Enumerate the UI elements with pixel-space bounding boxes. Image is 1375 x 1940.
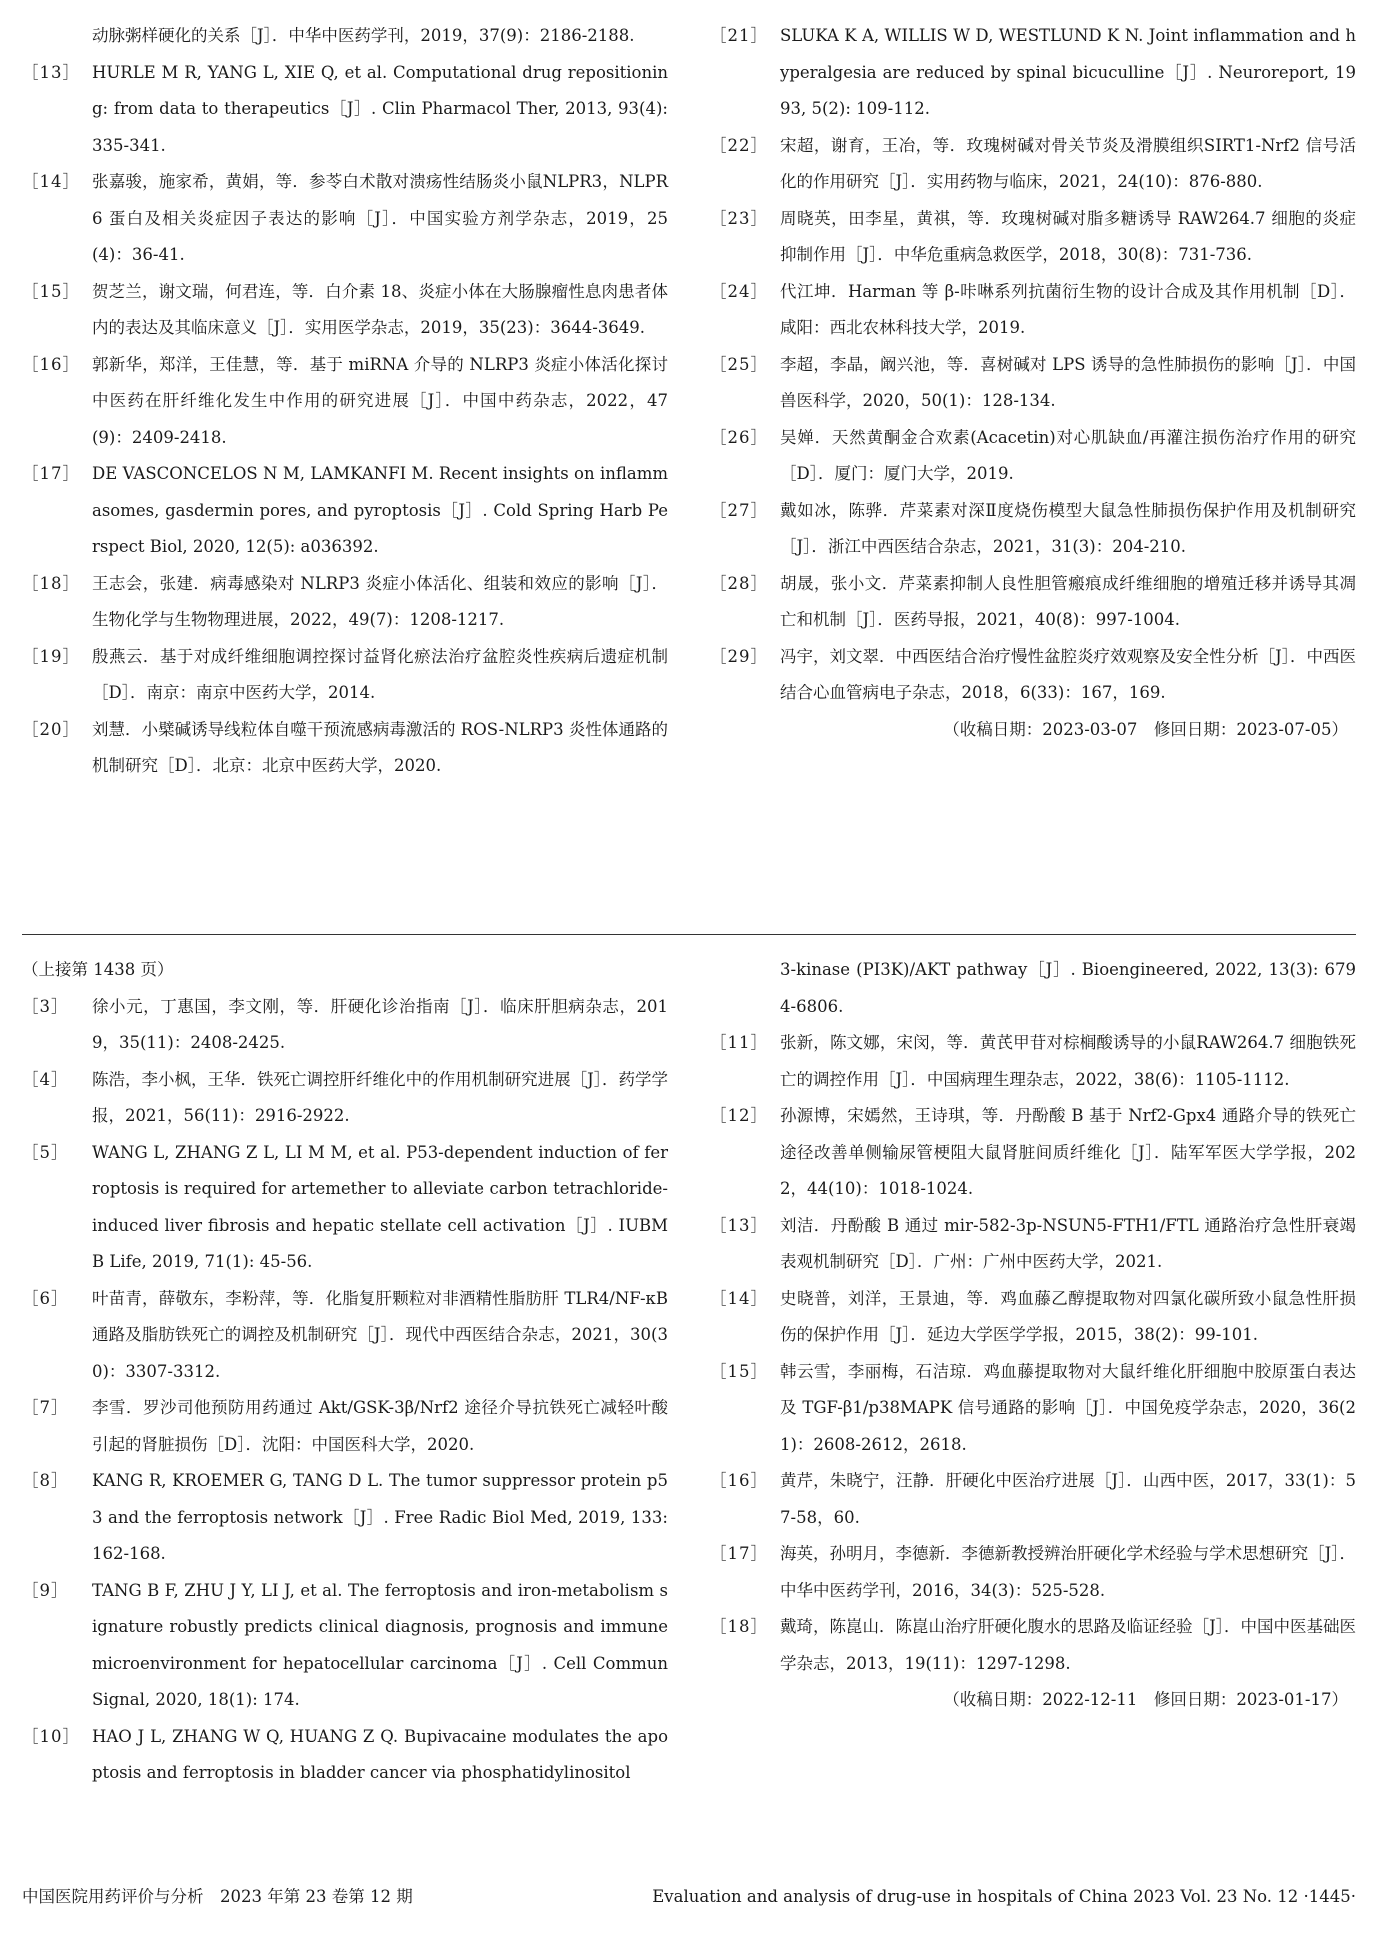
reference-text: 张新，陈文娜，宋闵，等．黄芪甲苷对棕榈酸诱导的小鼠RAW264.7 细胞铁死亡的调控作用［J］．中国病理生理杂志，2022，38(6)：1105-1112. — [780, 1033, 1356, 1089]
reference-15 — [710, 1354, 1356, 1464]
reference-number: ［28］ — [710, 573, 768, 593]
reference-22 — [710, 128, 1356, 201]
reference-number: ［22］ — [710, 135, 768, 155]
reference-number: ［26］ — [710, 427, 768, 447]
reference-17 — [22, 456, 668, 566]
reference-number: ［21］ — [710, 26, 768, 45]
reference-number: ［13］ — [22, 62, 80, 82]
reference-text: 冯宇，刘文翠．中西医结合治疗慢性盆腔炎疗效观察及安全性分析［J］．中西医结合心血管病电子杂志，2018，6(33)：167，169. — [780, 646, 1356, 702]
reference-11 — [710, 1025, 1356, 1098]
reference-17 — [710, 1536, 1356, 1609]
reference-26 — [710, 420, 1356, 493]
reference-4 — [22, 1062, 668, 1135]
reference-13 — [710, 1208, 1356, 1281]
reference-text: 海英，孙明月，李德新．李德新教授辨治肝硬化学术经验与学术思想研究［J］．中华中医药学刊，2016，34(3)：525-528. — [780, 1544, 1356, 1600]
reference-28 — [710, 566, 1356, 639]
reference-number: ［16］ — [710, 1471, 768, 1490]
reference-8 — [22, 1463, 668, 1573]
reference-18 — [710, 1609, 1356, 1682]
reference-text: 贺芝兰，谢文瑞，何君连，等．白介素 18、炎症小体在大肠腺瘤性息肉患者体内的表达及其临床意义［J］．实用医学杂志，2019，35(23)：3644-3649. — [92, 281, 668, 337]
reference-number: ［6］ — [22, 1288, 69, 1308]
reference-text: 戴琦，陈崑山．陈崑山治疗肝硬化腹水的思路及临证经验［J］．中国中医基础医学杂志，2013，19(11)：1297-1298. — [780, 1617, 1356, 1673]
reference-text: SLUKA K A, WILLIS W D, WESTLUND K N. Joint inflammation and hyperalgesia are reduced by spinal bicuculline［J］. Neuroreport, 1993, 5(2): 109-112. — [780, 26, 1356, 118]
reference-number: ［10］ — [22, 1726, 80, 1746]
reference-text: 郭新华，郑洋，王佳慧，等．基于 miRNA 介导的 NLRP3 炎症小体活化探讨中医药在肝纤维化发生中作用的研究进展［J］．中国中药杂志，2022，47(9)：2409-2418. — [92, 354, 668, 447]
reference-text: 戴如冰，陈骅．芹菜素对深Ⅱ度烧伤模型大鼠急性肺损伤保护作用及机制研究［J］．浙江中西医结合杂志，2021，31(3)：204-210. — [780, 500, 1356, 556]
reference-continuation — [22, 18, 668, 55]
references-top-left — [22, 18, 668, 785]
reference-text: 胡晟，张小文．芹菜素抑制人良性胆管瘢痕成纤维细胞的增殖迁移并诱导其凋亡和机制［J］．医药导报，2021，40(8)：997-1004. — [780, 573, 1356, 629]
reference-number: ［20］ — [22, 719, 80, 739]
reference-text: TANG B F, ZHU J Y, LI J, et al. The ferroptosis and iron-metabolism signature robustly predicts clinical diagnosis, prognosis and immune microenvironment for hepatocellular carcinoma［J］. Cell Commun Signal, 2020, 18(1): 174. — [92, 1580, 668, 1709]
reference-number: ［19］ — [22, 646, 80, 666]
reference-text: 张嘉骏，施家希，黄娟，等．参苓白术散对溃疡性结肠炎小鼠NLPR3，NLPR6 蛋白及相关炎症因子表达的影响［J］．中国实验方剂学杂志，2019，25(4)：36-41. — [92, 172, 668, 264]
reference-text: 殷燕云．基于对成纤维细胞调控探讨益肾化瘀法治疗盆腔炎性疾病后遗症机制［D］．南京：南京中医药大学，2014. — [92, 646, 668, 702]
reference-number: ［27］ — [710, 500, 768, 520]
reference-text: 周晓英，田李星，黄祺，等．玫瑰树碱对脂多糖诱导 RAW264.7 细胞的炎症抑制作用［J］．中华危重病急救医学，2018，30(8)：731-736. — [780, 208, 1356, 264]
reference-text: 代江坤．Harman 等 β-咔啉系列抗菌衍生物的设计合成及其作用机制［D］．咸阳：西北农林科技大学，2019. — [780, 281, 1356, 337]
reference-number: ［3］ — [22, 996, 69, 1016]
section-divider — [22, 934, 1356, 935]
reference-number: ［17］ — [710, 1544, 768, 1563]
reference-text: HAO J L, ZHANG W Q, HUANG Z Q. Bupivacaine modulates the apoptosis and ferroptosis in bladder cancer via phosphatidylinositol — [92, 1726, 668, 1782]
reference-number: ［5］ — [22, 1142, 69, 1162]
reference-12 — [710, 1098, 1356, 1208]
reference-21 — [710, 18, 1356, 128]
reference-number: ［23］ — [710, 208, 768, 228]
reference-text: HURLE M R, YANG L, XIE Q, et al. Computational drug repositioning: from data to therapeutics［J］. Clin Pharmacol Ther, 2013, 93(4): 335-341. — [92, 62, 668, 155]
continued-from-note: （上接第 1438 页） — [22, 960, 174, 979]
reference-text: 吴婵．天然黄酮金合欢素(Acacetin)对心肌缺血/再灌注损伤治疗作用的研究［D］．厦门：厦门大学，2019. — [780, 427, 1356, 483]
reference-text: KANG R, KROEMER G, TANG D L. The tumor suppressor protein p53 and the ferroptosis network［J］. Free Radic Biol Med, 2019, 133: 162-168. — [92, 1471, 668, 1563]
reference-text: DE VASCONCELOS N M, LAMKANFI M. Recent insights on inflammasomes, gasdermin pores, and pyroptosis［J］. Cold Spring Harb Perspect Biol, 2020, 12(5): a036392. — [92, 464, 668, 556]
page-footer — [22, 1882, 1356, 1912]
reference-25 — [710, 347, 1356, 420]
reference-number: ［14］ — [22, 172, 80, 191]
reference-continuation — [710, 952, 1356, 1025]
reference-text: 史晓普，刘洋，王景迪，等．鸡血藤乙醇提取物对四氯化碳所致小鼠急性肝损伤的保护作用［J］．延边大学医学学报，2015，38(2)：99-101. — [780, 1288, 1356, 1344]
reference-6 — [22, 1281, 668, 1391]
reference-number: ［18］ — [710, 1617, 768, 1636]
reference-text: WANG L, ZHANG Z L, LI M M, et al. P53-dependent induction of ferroptosis is required for artemether to alleviate carbon tetrachloride-induced liver fibrosis and hepatic stellate cell activation［J］. IUBMB Life, 2019, 71(1): 45-56. — [92, 1142, 668, 1271]
reference-15 — [22, 274, 668, 347]
reference-16 — [710, 1463, 1356, 1536]
reference-number: ［25］ — [710, 354, 768, 374]
reference-number: ［18］ — [22, 573, 80, 593]
reference-14 — [22, 164, 668, 274]
reference-number: ［29］ — [710, 646, 768, 666]
reference-text: 宋超，谢育，王冶，等．玫瑰树碱对骨关节炎及滑膜组织SIRT1-Nrf2 信号活化的作用研究［J］．实用药物与临床，2021，24(10)：876-880. — [780, 135, 1356, 191]
reference-number: ［9］ — [22, 1580, 69, 1600]
reference-20 — [22, 712, 668, 785]
references-top-right — [710, 18, 1356, 748]
reference-text: 李雪．罗沙司他预防用药通过 Akt/GSK-3β/Nrf2 途径介导抗铁死亡减轻叶酸引起的肾脏损伤［D］．沈阳：中国医科大学，2020. — [92, 1398, 668, 1454]
journal-name-english: Evaluation and analysis of drug-use in hospitals of China 2023 Vol. 23 No. 12 ·1445· — [652, 1887, 1356, 1906]
reference-number: ［7］ — [22, 1398, 69, 1417]
received-revised-dates: （收稿日期：2022-12-11 修回日期：2023-01-17） — [943, 1690, 1348, 1709]
reference-text: 徐小元，丁惠国，李文刚，等．肝硬化诊治指南［J］．临床肝胆病杂志，2019，35(11)：2408-2425. — [92, 996, 668, 1052]
reference-5 — [22, 1135, 668, 1281]
reference-text: 叶苗青，薛敬东，李粉萍，等．化脂复肝颗粒对非酒精性脂肪肝 TLR4/NF-κB 通路及脂肪铁死亡的调控及机制研究［J］．现代中西医结合杂志，2021，30(30)：3307-3312. — [92, 1288, 668, 1381]
reference-number: ［11］ — [710, 1033, 768, 1052]
reference-text: 刘洁．丹酚酸 B 通过 mir-582-3p-NSUN5-FTH1/FTL 通路治疗急性肝衰竭表观机制研究［D］．广州：广州中医药大学，2021. — [780, 1215, 1356, 1271]
reference-18 — [22, 566, 668, 639]
reference-text: 韩云雪，李丽梅，石洁琼．鸡血藤提取物对大鼠纤维化肝细胞中胶原蛋白表达及 TGF-β1/p38MAPK 信号通路的影响［J］．中国免疫学杂志，2020，36(21)：2608-2612，2618. — [780, 1361, 1356, 1454]
reference-text: 李超，李晶，阚兴池，等．喜树碱对 LPS 诱导的急性肺损伤的影响［J］．中国兽医科学，2020，50(1)：128-134. — [780, 354, 1356, 410]
reference-3 — [22, 989, 668, 1062]
reference-number: ［13］ — [710, 1215, 768, 1235]
reference-number: ［14］ — [710, 1288, 768, 1308]
reference-text: 孙源博，宋嫣然，王诗琪，等．丹酚酸 B 基于 Nrf2-Gpx4 通路介导的铁死亡途径改善单侧输尿管梗阻大鼠肾脏间质纤维化［J］．陆军军医大学学报，2022，44(10)：1018-1024. — [780, 1106, 1356, 1198]
reference-27 — [710, 493, 1356, 566]
reference-text: 动脉粥样硬化的关系［J］．中华中医药学刊，2019，37(9)：2186-2188. — [92, 26, 635, 45]
reference-29 — [710, 639, 1356, 712]
reference-10 — [22, 1719, 668, 1792]
reference-24 — [710, 274, 1356, 347]
reference-text: 王志会，张建．病毒感染对 NLRP3 炎症小体活化、组装和效应的影响［J］．生物化学与生物物理进展，2022，49(7)：1208-1217. — [92, 573, 668, 629]
reference-number: ［17］ — [22, 464, 80, 483]
references-bottom-right — [710, 952, 1356, 1719]
reference-23 — [710, 201, 1356, 274]
references-bottom-left — [22, 952, 668, 1792]
reference-text: 黄芹，朱晓宁，汪静．肝硬化中医治疗进展［J］．山西中医，2017，33(1)：57-58，60. — [780, 1471, 1356, 1527]
reference-number: ［16］ — [22, 354, 80, 374]
reference-16 — [22, 347, 668, 457]
reference-7 — [22, 1390, 668, 1463]
reference-number: ［15］ — [22, 281, 80, 301]
reference-13 — [22, 55, 668, 165]
reference-text: 刘慧．小檗碱诱导线粒体自噬干预流感病毒激活的 ROS-NLRP3 炎性体通路的机制研究［D］．北京：北京中医药大学，2020. — [92, 719, 668, 775]
reference-number: ［8］ — [22, 1471, 69, 1490]
reference-number: ［15］ — [710, 1361, 768, 1381]
reference-number: ［12］ — [710, 1106, 768, 1125]
reference-19 — [22, 639, 668, 712]
reference-number: ［24］ — [710, 281, 768, 301]
reference-9 — [22, 1573, 668, 1719]
journal-name-chinese: 中国医院用药评价与分析 2023 年第 23 卷第 12 期 — [22, 1887, 413, 1906]
reference-14 — [710, 1281, 1356, 1354]
received-revised-dates: （收稿日期：2023-03-07 修回日期：2023-07-05） — [943, 719, 1348, 739]
reference-number: ［4］ — [22, 1069, 69, 1089]
reference-text: 3-kinase (PI3K)/AKT pathway［J］. Bioengineered, 2022, 13(3): 6794-6806. — [780, 960, 1356, 1016]
reference-text: 陈浩，李小枫，王华．铁死亡调控肝纤维化中的作用机制研究进展［J］．药学学报，2021，56(11)：2916-2922. — [92, 1069, 668, 1125]
